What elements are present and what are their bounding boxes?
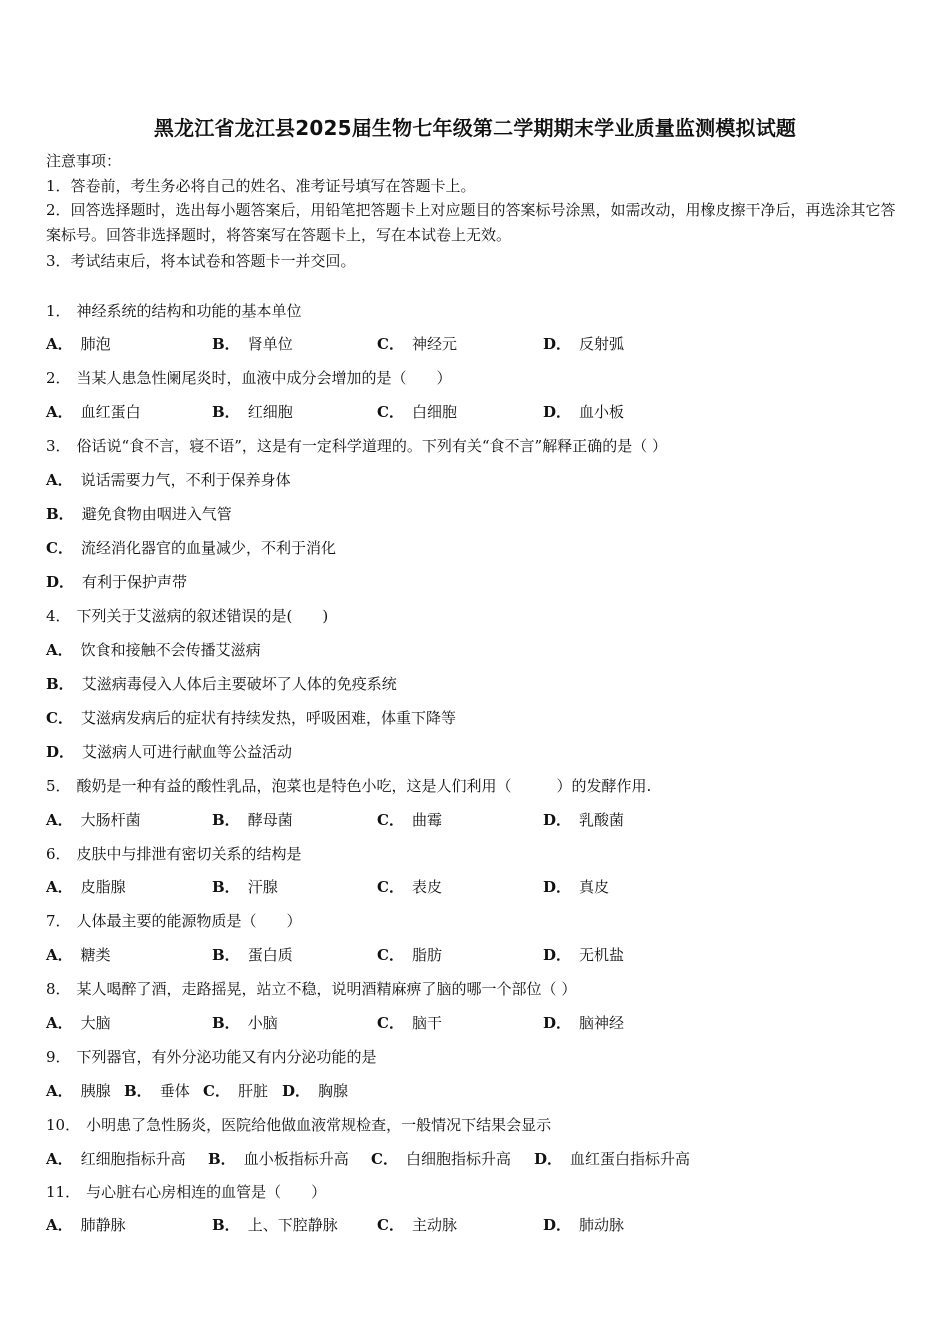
option-4d[interactable]: D． 艾滋病人可进行献血等公益活动 (46, 743, 293, 761)
option-2d[interactable]: D． 血小板 (543, 403, 625, 421)
option-3a[interactable]: A． 说话需要力气，不利于保养身体 (46, 471, 291, 489)
question-text: 小明患了急性肠炎，医院给他做血液常规检查，一般情况下结果会显示 (86, 1116, 552, 1134)
option-4a[interactable]: A． 饮食和接触不会传播艾滋病 (46, 641, 261, 659)
question-text: 人体最主要的能源物质是（ ） (76, 912, 302, 930)
option-1b[interactable]: B． 肾单位 (212, 335, 293, 353)
option-3d[interactable]: D． 有利于保护声带 (46, 573, 188, 591)
option-11d[interactable]: D． 肺动脉 (543, 1216, 625, 1234)
option-6d[interactable]: D． 真皮 (543, 878, 610, 896)
option-5c[interactable]: C． 曲霉 (377, 811, 442, 829)
option-8b[interactable]: B． 小脑 (212, 1014, 278, 1032)
page-title: 黑龙江省龙江县2025届生物七年级第二学期期末学业质量监测模拟试题 (153, 116, 797, 140)
question-7 (46, 911, 302, 931)
question-number: 10． (46, 1116, 81, 1134)
question-11 (46, 1182, 326, 1202)
option-2c[interactable]: C． 白细胞 (377, 403, 457, 421)
option-8d[interactable]: D． 脑神经 (543, 1014, 625, 1032)
option-10a[interactable]: A． 红细胞指标升高 (46, 1150, 186, 1168)
question-8 (46, 979, 576, 999)
option-10b[interactable]: B． 血小板指标升高 (208, 1150, 349, 1168)
option-7a[interactable]: A． 糖类 (46, 946, 111, 964)
option-9c[interactable]: C． 肝脏 (203, 1082, 268, 1100)
question-5 (46, 776, 651, 796)
option-10d[interactable]: D． 血红蛋白指标升高 (534, 1150, 691, 1168)
question-number: 4． (46, 607, 71, 625)
question-text: 神经系统的结构和功能的基本单位 (76, 302, 302, 320)
question-2 (46, 368, 452, 388)
question-6 (46, 844, 302, 864)
option-1d[interactable]: D． 反射弧 (543, 335, 625, 353)
option-5d[interactable]: D． 乳酸菌 (543, 811, 625, 829)
option-6a[interactable]: A． 皮脂腺 (46, 878, 126, 896)
question-number: 1． (46, 302, 71, 320)
question-9 (46, 1047, 377, 1067)
option-8a[interactable]: A． 大脑 (46, 1014, 111, 1032)
option-9b[interactable]: B． 垂体 (124, 1082, 190, 1100)
notice-item-1: 1．答卷前，考生务必将自己的姓名、准考证号填写在答题卡上。 (46, 177, 476, 195)
question-number: 9． (46, 1048, 71, 1066)
question-text: 俗话说“食不言，寝不语”，这是有一定科学道理的。下列有关“食不言”解释正确的是（ ） (76, 437, 667, 455)
option-9a[interactable]: A． 胰腺 (46, 1082, 111, 1100)
option-11b[interactable]: B． 上、下腔静脉 (212, 1216, 338, 1234)
option-7d[interactable]: D． 无机盐 (543, 946, 625, 964)
option-8c[interactable]: C． 脑干 (377, 1014, 442, 1032)
question-text: 皮肤中与排泄有密切关系的结构是 (76, 845, 302, 863)
question-number: 5． (46, 777, 71, 795)
notice-item-2: 2．回答选择题时，选出每小题答案后，用铅笔把答题卡上对应题目的答案标号涂黑，如需改动，用橡皮擦干净后，再选涂其它答案标号。回答非选择题时，将答案写在答题卡上，写在本试卷上无效。 (46, 201, 896, 244)
question-text: 当某人患急性阑尾炎时，血液中成分会增加的是（ ） (76, 369, 452, 387)
notice-heading: 注意事项： (46, 152, 122, 170)
option-2b[interactable]: B． 红细胞 (212, 403, 293, 421)
option-5b[interactable]: B． 酵母菌 (212, 811, 293, 829)
option-9d[interactable]: D． 胸腺 (282, 1082, 349, 1100)
question-1 (46, 301, 302, 321)
question-number: 8． (46, 980, 71, 998)
option-11c[interactable]: C． 主动脉 (377, 1216, 457, 1234)
option-4b[interactable]: B． 艾滋病毒侵入人体后主要破坏了人体的免疫系统 (46, 675, 397, 693)
option-1a[interactable]: A． 肺泡 (46, 335, 111, 353)
question-text: 下列器官，有外分泌功能又有内分泌功能的是 (76, 1048, 377, 1066)
option-5a[interactable]: A． 大肠杆菌 (46, 811, 141, 829)
option-7b[interactable]: B． 蛋白质 (212, 946, 293, 964)
option-7c[interactable]: C． 脂肪 (377, 946, 442, 964)
option-3c[interactable]: C． 流经消化器官的血量减少，不利于消化 (46, 539, 336, 557)
question-number: 2． (46, 369, 71, 387)
question-10 (46, 1115, 551, 1135)
question-number: 3． (46, 437, 71, 455)
question-text: 下列关于艾滋病的叙述错误的是( ) (76, 607, 329, 625)
option-1c[interactable]: C． 神经元 (377, 335, 457, 353)
question-number: 11． (46, 1183, 81, 1201)
option-4c[interactable]: C． 艾滋病发病后的症状有持续发热，呼吸困难，体重下降等 (46, 709, 456, 727)
question-text: 某人喝醉了酒，走路摇晃，站立不稳，说明酒精麻痹了脑的哪一个部位（ ） (76, 980, 577, 998)
question-text: 酸奶是一种有益的酸性乳品，泡菜也是特色小吃，这是人们利用（ ）的发酵作用. (76, 777, 652, 795)
option-2a[interactable]: A． 血红蛋白 (46, 403, 141, 421)
question-number: 7． (46, 912, 71, 930)
option-11a[interactable]: A． 肺静脉 (46, 1216, 126, 1234)
option-3b[interactable]: B． 避免食物由咽进入气管 (46, 505, 232, 523)
question-3 (46, 436, 667, 456)
question-number: 6． (46, 845, 71, 863)
notice-item-3: 3．考试结束后，将本试卷和答题卡一并交回。 (46, 252, 356, 270)
option-6b[interactable]: B． 汗腺 (212, 878, 278, 896)
question-4 (46, 606, 328, 626)
question-text: 与心脏右心房相连的血管是（ ） (86, 1183, 327, 1201)
option-10c[interactable]: C． 白细胞指标升高 (371, 1150, 511, 1168)
option-6c[interactable]: C． 表皮 (377, 878, 442, 896)
